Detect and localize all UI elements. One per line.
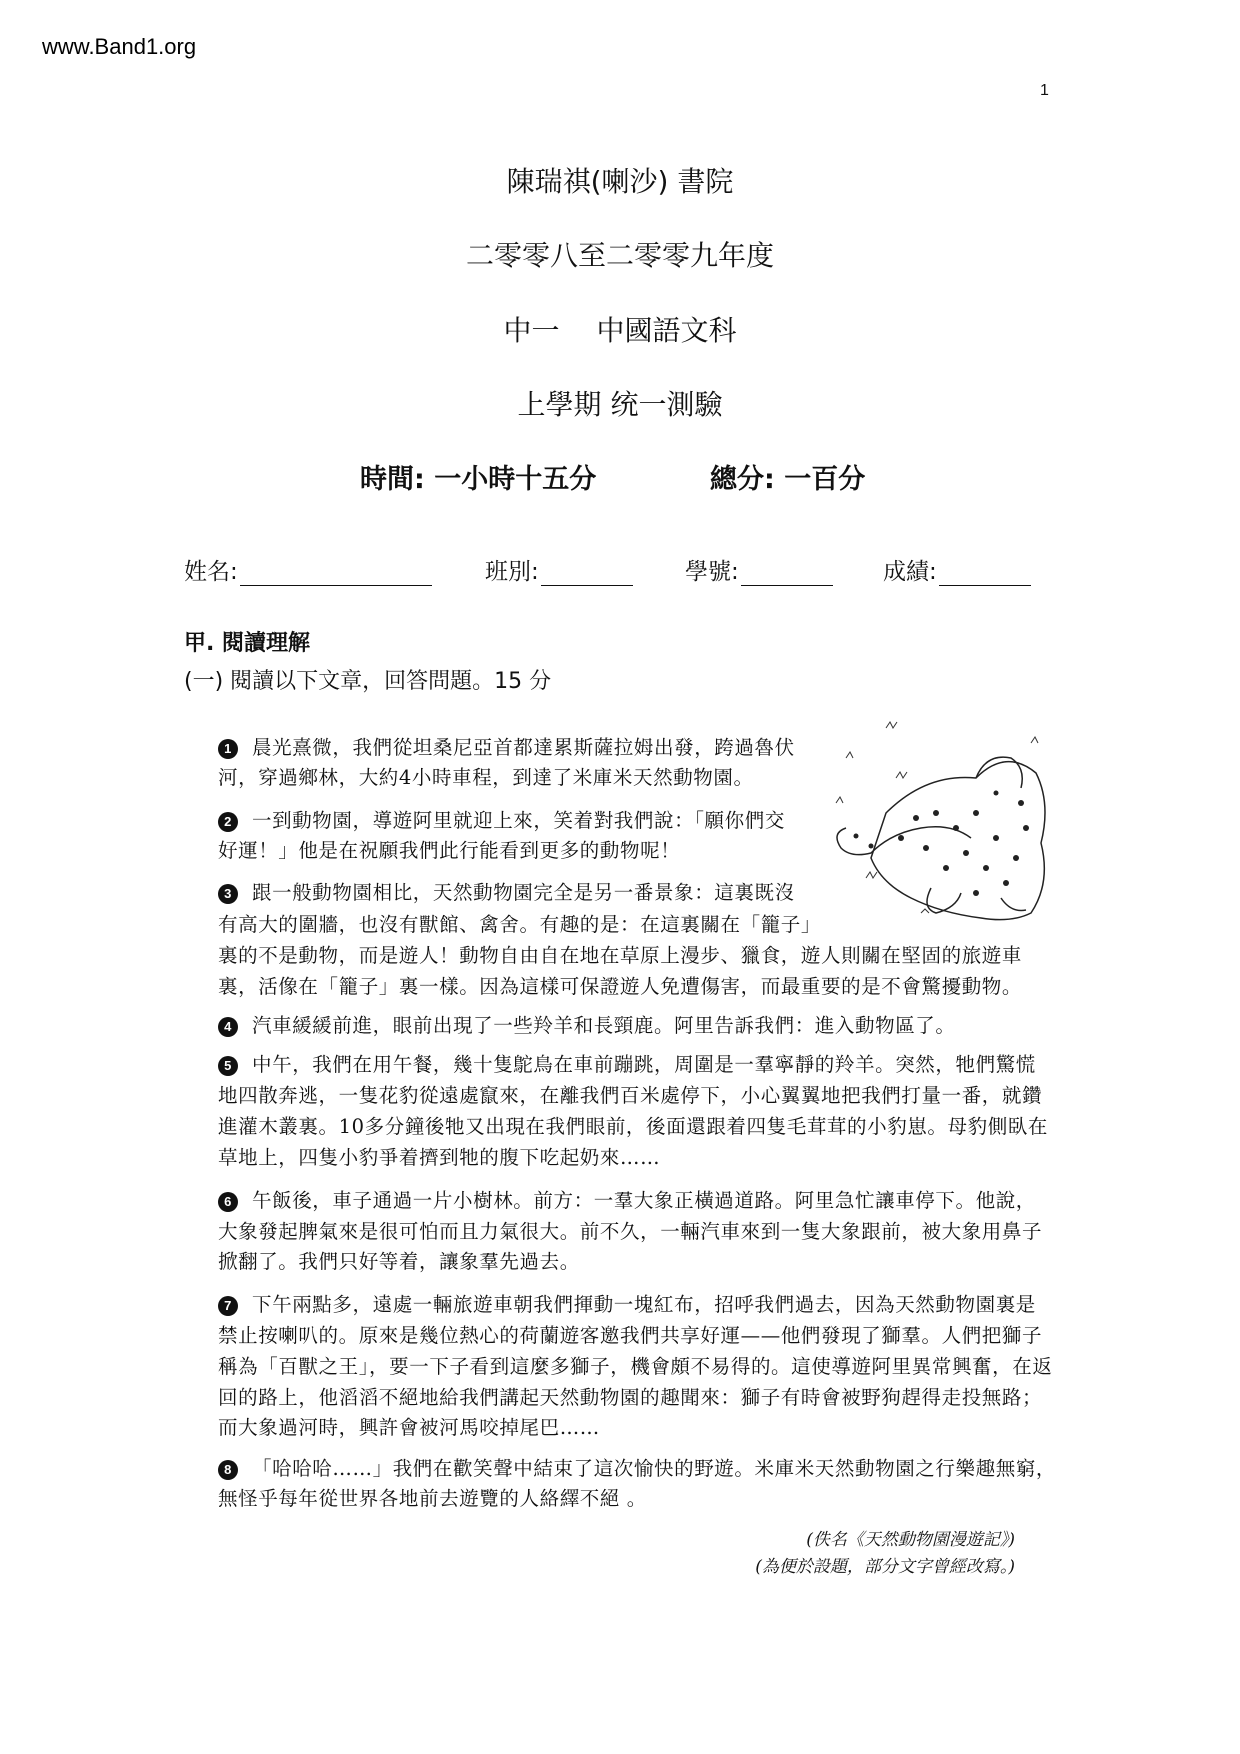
passage-text: 大象發起脾氣來是很可怕而且力氣很大。前不久，一輛汽車來到一隻大象跟前，被大象用鼻子: [218, 1220, 1043, 1243]
paragraph-number-icon: 4: [218, 1017, 238, 1037]
page-number: 1: [1040, 82, 1049, 99]
passage-text: 掀翻了。我們只好等着，讓象羣先過去。: [218, 1250, 580, 1273]
passage-line: [218, 1290, 1036, 1320]
paragraph-number-icon: 2: [218, 812, 238, 832]
source-author: (佚名《天然動物園漫遊記》): [806, 1530, 1015, 1550]
section-instruction: (一) 閱讀以下文章，回答問題。15 分: [184, 669, 552, 694]
passage-line: [218, 1247, 580, 1277]
passage-text: 一到動物園，導遊阿里就迎上來，笑着對我們說：「願你們交: [252, 809, 785, 832]
passage-text: 草地上，四隻小豹爭着擠到牠的腹下吃起奶來……: [218, 1146, 661, 1169]
passage-line: [218, 1050, 1036, 1080]
passage-text: 中午，我們在用午餐，幾十隻鴕鳥在車前蹦跳，周圍是一羣寧靜的羚羊。突然，牠們驚慌: [252, 1053, 1036, 1076]
paragraph-number-icon: 1: [218, 739, 238, 759]
site-watermark: www.Band1.org: [42, 34, 197, 59]
time-allowed: 時間: 一小時十五分: [360, 464, 597, 495]
passage-text: 河，穿過鄉林，大約4小時車程，到達了米庫米天然動物園。: [218, 766, 754, 789]
passage-line: [218, 1081, 1042, 1111]
passage-line: [218, 941, 1022, 971]
class-blank[interactable]: [541, 563, 633, 586]
student-number-label: 學號:: [685, 559, 739, 585]
exam-name: 上學期 统一測驗: [517, 388, 723, 421]
passage-text: 晨光熹微，我們從坦桑尼亞首都達累斯薩拉姆出發，跨過魯伏: [252, 736, 795, 759]
passage-line: [218, 806, 785, 836]
passage-line: [218, 878, 795, 908]
school-name: 陳瑞祺(喇沙) 書院: [506, 165, 734, 198]
name-blank[interactable]: [240, 563, 432, 586]
passage-line: [218, 1217, 1042, 1247]
paragraph-number-icon: 8: [218, 1460, 238, 1480]
passage-text: 無怪乎每年從世界各地前去遊覽的人絡繹不絕 。: [218, 1487, 647, 1510]
passage-line: [218, 1484, 647, 1514]
paragraph-number-icon: 7: [218, 1296, 238, 1316]
passage-line: [218, 1454, 1056, 1484]
passage-line: [218, 910, 821, 940]
passage-text: 裏的不是動物，而是遊人！動物自由自在地在草原上漫步、獵食，遊人則關在堅固的旅遊車: [218, 944, 1023, 967]
name-label: 姓名:: [184, 559, 238, 585]
passage-line: [218, 1352, 1052, 1382]
passage-text: 下午兩點多，遠處一輛旅遊車朝我們揮動一塊紅布，招呼我們過去，因為天然動物園裏是: [252, 1293, 1036, 1316]
passage-text: 「哈哈哈……」我們在歡笑聲中結束了這次愉快的野遊。米庫米天然動物園之行樂趣無窮，: [252, 1457, 1057, 1480]
name-field[interactable]: [184, 553, 432, 586]
total-score: 總分: 一百分: [710, 464, 866, 495]
student-number-blank[interactable]: [741, 563, 833, 586]
passage-text: 稱為「百獸之王」，要一下子看到這麼多獅子，機會頗不易得的。這使導遊阿里異常興奮，在返: [218, 1355, 1053, 1378]
leopard-illustration: [826, 718, 1056, 933]
grade-blank[interactable]: [939, 563, 1031, 586]
passage-text: 跟一般動物園相比，天然動物園完全是另一番景象：這裏既沒: [252, 881, 795, 904]
section-title: 甲. 閱讀理解: [184, 631, 311, 656]
passage-text: 地四散奔逃，一隻花豹從遠處竄來，在離我們百米處停下，小心翼翼地把我們打量一番，就鑽: [218, 1084, 1043, 1107]
passage-text: 而大象過河時，興許會被河馬咬掉尾巴……: [218, 1416, 600, 1439]
passage-line: [218, 1383, 1042, 1413]
passage-text: 進灌木叢裏。10多分鐘後牠又出現在我們眼前，後面還跟着四隻毛茸茸的小豹崽。母豹側臥在: [218, 1115, 1049, 1138]
class-label: 班別:: [485, 559, 539, 585]
passage-text: 好運！」他是在祝願我們此行能看到更多的動物呢！: [218, 839, 681, 862]
passage-text: 裏，活像在「籠子」裏一樣。因為這樣可保證遊人免遭傷害，而最重要的是不會驚擾動物。: [218, 975, 1023, 998]
passage-line: [218, 1321, 1042, 1351]
passage-line: [218, 1011, 956, 1041]
passage-line: [218, 1413, 600, 1443]
paragraph-number-icon: 5: [218, 1056, 238, 1076]
passage-line: [218, 1186, 1036, 1216]
student-number-field[interactable]: [685, 553, 833, 586]
passage-line: [218, 1143, 660, 1173]
subject: 中一 中國語文科: [503, 314, 737, 347]
passage-line: [218, 972, 1022, 1002]
grade-label: 成績:: [883, 559, 937, 585]
passage-line: [218, 836, 680, 866]
passage-text: 汽車緩緩前進，眼前出現了一些羚羊和長頸鹿。阿里告訴我們：進入動物區了。: [252, 1014, 956, 1037]
paragraph-number-icon: 6: [218, 1192, 238, 1212]
passage-text: 午飯後，車子通過一片小樹林。前方：一羣大象正橫過道路。阿里急忙讓車停下。他說，: [252, 1189, 1036, 1212]
passage-line: [218, 1112, 1048, 1142]
passage-text: 禁止按喇叭的。原來是幾位熱心的荷蘭遊客邀我們共享好運——他們發現了獅羣。人們把獅子: [218, 1324, 1043, 1347]
class-field[interactable]: [485, 553, 633, 586]
paragraph-number-icon: 3: [218, 884, 238, 904]
grade-field[interactable]: [883, 553, 1031, 586]
source-note: (為便於設題，部分文字曾經改寫。): [755, 1557, 1015, 1577]
passage-text: 回的路上，他滔滔不絕地給我們講起天然動物園的趣聞來：獅子有時會被野狗趕得走投無路；: [218, 1386, 1043, 1409]
passage-line: [218, 763, 754, 793]
passage-line: [218, 733, 795, 763]
academic-year: 二零零八至二零零九年度: [465, 239, 774, 272]
passage-text: 有高大的圍牆，也沒有獸館、禽舍。有趣的是：在這裏關在「籠子」: [218, 913, 822, 936]
